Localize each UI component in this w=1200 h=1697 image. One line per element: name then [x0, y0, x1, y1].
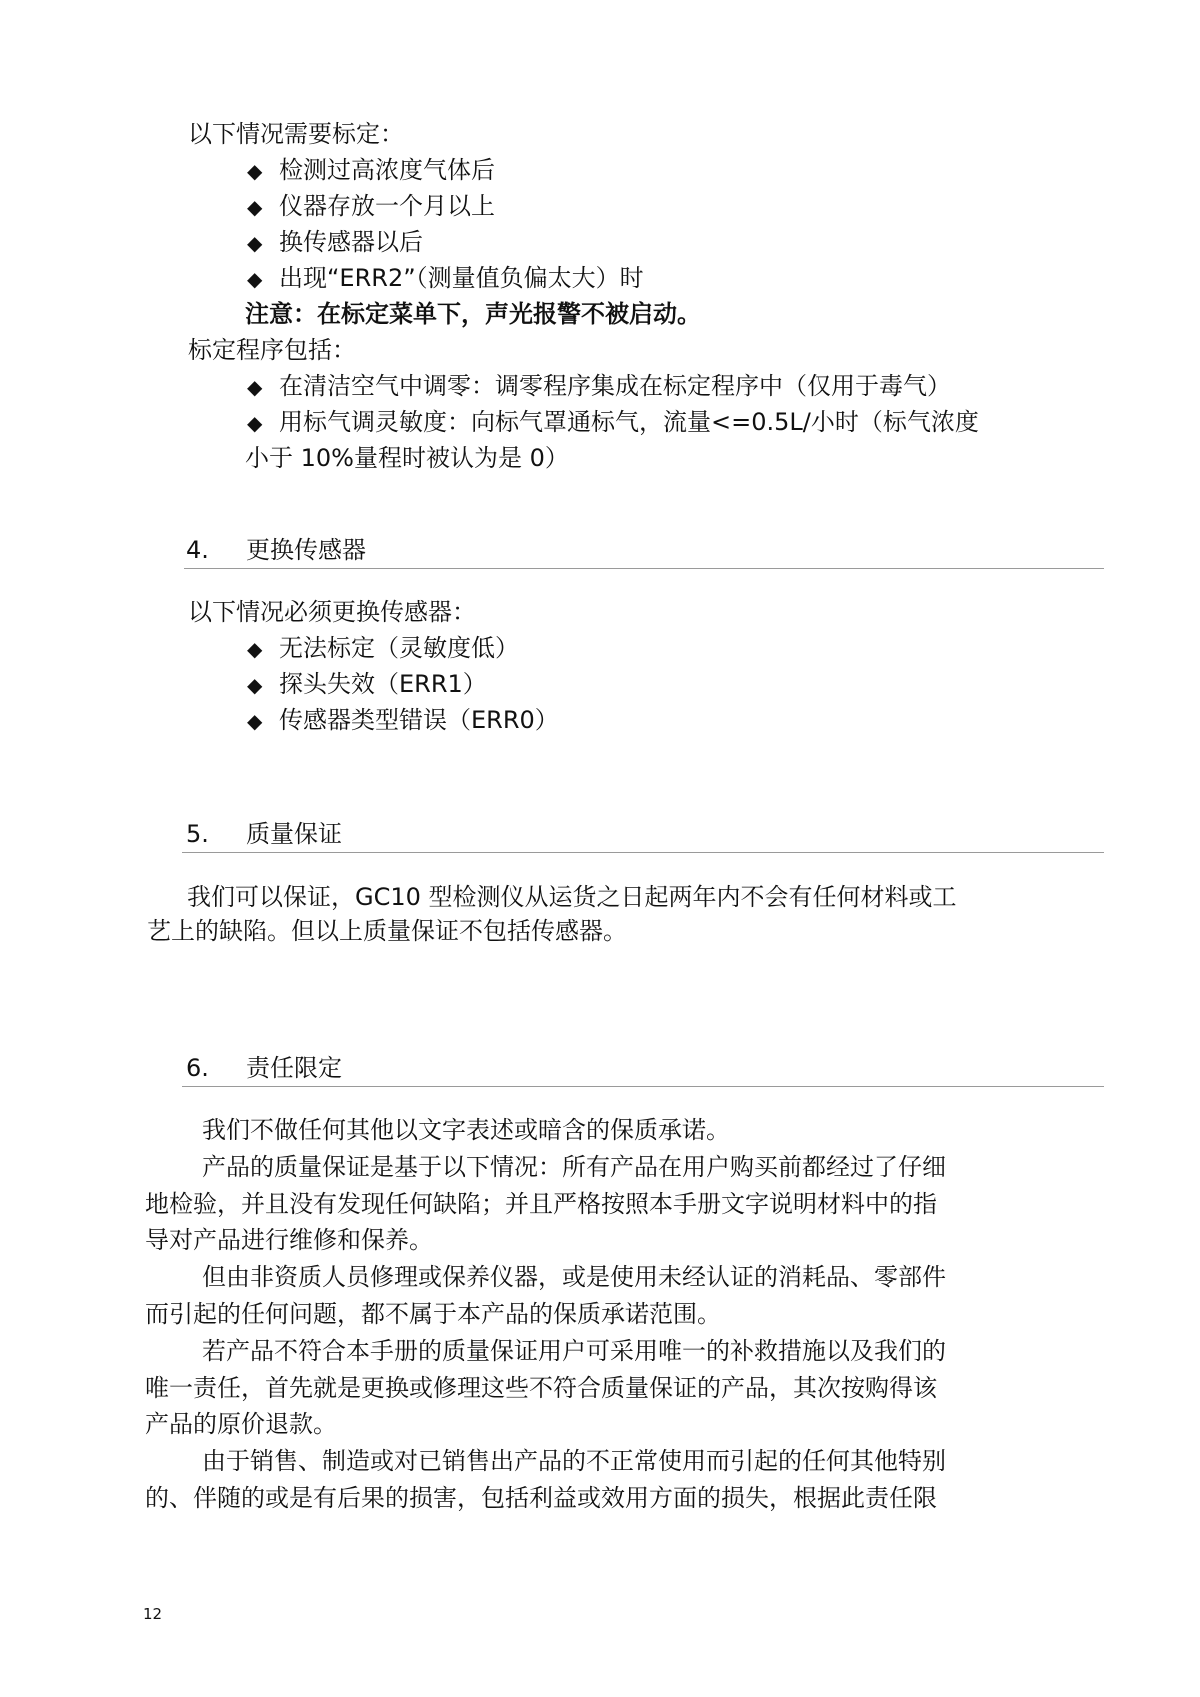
- calibration-note: 注意：在标定菜单下，声光报警不被启动。: [245, 300, 701, 328]
- diamond-bullet-icon: ◆: [247, 709, 263, 733]
- paragraph-line: 艺上的缺陷。但以上质量保证不包括传感器。: [147, 917, 627, 945]
- section-title: 更换传感器: [246, 536, 366, 564]
- diamond-bullet-icon: ◆: [247, 267, 263, 291]
- section-number: 6.: [186, 1054, 209, 1082]
- paragraph-line: 导对产品进行维修和保养。: [145, 1226, 433, 1254]
- list-item: ◆ 在清洁空气中调零：调零程序集成在标定程序中（仅用于毒气）: [247, 372, 951, 400]
- diamond-bullet-icon: ◆: [247, 411, 263, 435]
- section-number: 5.: [186, 820, 209, 848]
- paragraph-line: 产品的原价退款。: [145, 1410, 337, 1438]
- section-divider: [184, 568, 1104, 569]
- paragraph-line: 由于销售、制造或对已销售出产品的不正常使用而引起的任何其他特别: [202, 1447, 946, 1475]
- list-item: ◆ 传感器类型错误（ERR0）: [247, 706, 559, 734]
- paragraph-line: 地检验，并且没有发现任何缺陷；并且严格按照本手册文字说明材料中的指: [145, 1190, 937, 1218]
- list-item: ◆ 换传感器以后: [247, 228, 423, 256]
- list-item: ◆ 出现“ERR2”（测量值负偏太大）时: [247, 264, 644, 292]
- diamond-bullet-icon: ◆: [247, 637, 263, 661]
- section4-intro: 以下情况必须更换传感器：: [188, 598, 476, 626]
- section-divider: [182, 852, 1104, 853]
- diamond-bullet-icon: ◆: [247, 159, 263, 183]
- section-heading-6: [186, 1054, 342, 1082]
- paragraph-line: 我们不做任何其他以文字表述或暗含的保质承诺。: [202, 1116, 730, 1144]
- paragraph-line: 唯一责任，首先就是更换或修理这些不符合质量保证的产品，其次按购得该: [145, 1374, 937, 1402]
- paragraph-line: 我们可以保证，GC10 型检测仪从运货之日起两年内不会有任何材料或工: [187, 883, 957, 911]
- page-number: 12: [143, 1605, 163, 1623]
- procedure-intro: 标定程序包括：: [188, 336, 356, 364]
- list-item: ◆ 探头失效（ERR1）: [247, 670, 487, 698]
- procedure-continuation: 小于 10%量程时被认为是 0）: [245, 444, 569, 472]
- paragraph-line: 的、伴随的或是有后果的损害，包括利益或效用方面的损失，根据此责任限: [145, 1484, 937, 1512]
- list-item: ◆ 检测过高浓度气体后: [247, 156, 495, 184]
- diamond-bullet-icon: ◆: [247, 375, 263, 399]
- section-number: 4.: [186, 536, 209, 564]
- section-heading-5: [186, 820, 342, 848]
- diamond-bullet-icon: ◆: [247, 195, 263, 219]
- section-heading-4: [186, 536, 366, 564]
- paragraph-line: 而引起的任何问题，都不属于本产品的保质承诺范围。: [145, 1300, 721, 1328]
- paragraph-line: 若产品不符合本手册的质量保证用户可采用唯一的补救措施以及我们的: [202, 1337, 946, 1365]
- diamond-bullet-icon: ◆: [247, 673, 263, 697]
- section-title: 责任限定: [246, 1054, 342, 1082]
- paragraph-line: 但由非资质人员修理或保养仪器，或是使用未经认证的消耗品、零部件: [202, 1263, 946, 1291]
- list-item: ◆ 仪器存放一个月以上: [247, 192, 495, 220]
- section-divider: [182, 1086, 1104, 1087]
- calibration-intro: 以下情况需要标定：: [188, 120, 404, 148]
- diamond-bullet-icon: ◆: [247, 231, 263, 255]
- section-title: 质量保证: [246, 820, 342, 848]
- list-item: ◆ 无法标定（灵敏度低）: [247, 634, 519, 662]
- paragraph-line: 产品的质量保证是基于以下情况：所有产品在用户购买前都经过了仔细: [202, 1153, 946, 1181]
- list-item: ◆ 用标气调灵敏度：向标气罩通标气，流量<=0.5L/小时（标气浓度: [247, 408, 979, 436]
